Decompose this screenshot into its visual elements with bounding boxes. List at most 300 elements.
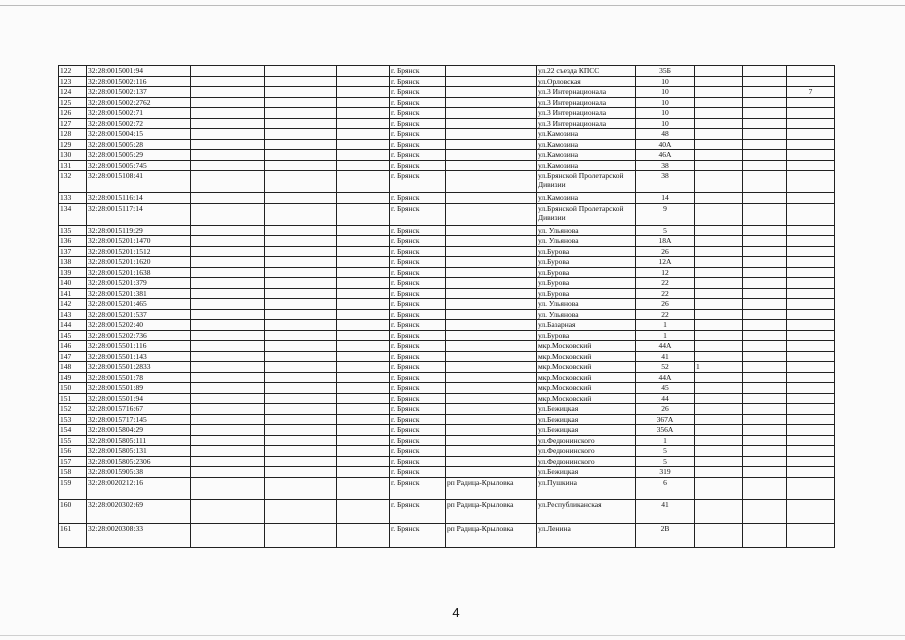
last-cell — [787, 414, 835, 425]
street-cell: ул.Бежицкая — [537, 467, 636, 478]
extra-cell — [695, 160, 743, 171]
house-number: 5 — [636, 446, 695, 457]
street-cell: ул.3 Интернационала — [537, 118, 636, 129]
table-row — [59, 435, 835, 446]
locality-cell — [446, 236, 537, 247]
row-number: 140 — [59, 278, 87, 289]
row-number: 155 — [59, 435, 87, 446]
house-number: 10 — [636, 108, 695, 119]
empty-cell — [743, 66, 787, 77]
empty-cell — [743, 456, 787, 467]
cadastral-number: 32:28:0015202:40 — [87, 320, 191, 331]
last-cell — [787, 129, 835, 140]
city-cell: г. Брянск — [390, 467, 446, 478]
extra-cell — [695, 404, 743, 415]
cadastral-number: 32:28:0015201:1638 — [87, 267, 191, 278]
extra-cell — [695, 288, 743, 299]
table-row — [59, 330, 835, 341]
extra-cell — [695, 393, 743, 404]
empty-cell — [265, 404, 337, 415]
row-number: 143 — [59, 309, 87, 320]
empty-cell — [743, 404, 787, 415]
table-row — [59, 446, 835, 457]
table-body — [59, 66, 835, 548]
empty-cell — [743, 330, 787, 341]
locality-cell — [446, 76, 537, 87]
house-number: 18А — [636, 236, 695, 247]
street-cell: мкр.Московский — [537, 383, 636, 394]
last-cell — [787, 477, 835, 499]
cadastral-number: 32:28:0015201:381 — [87, 288, 191, 299]
table-row — [59, 87, 835, 98]
cadastral-number: 32:28:0015201:537 — [87, 309, 191, 320]
cadastral-number: 32:28:0015119:29 — [87, 225, 191, 236]
city-cell: г. Брянск — [390, 404, 446, 415]
cadastral-number: 32:28:0020212:16 — [87, 477, 191, 499]
empty-cell — [191, 171, 265, 193]
house-number: 48 — [636, 129, 695, 140]
empty-cell — [191, 435, 265, 446]
locality-cell — [446, 267, 537, 278]
empty-cell — [191, 320, 265, 331]
empty-cell — [743, 225, 787, 236]
empty-cell — [265, 330, 337, 341]
house-number: 52 — [636, 362, 695, 373]
empty-cell — [743, 236, 787, 247]
empty-cell — [265, 288, 337, 299]
cadastral-number: 32:28:0015001:94 — [87, 66, 191, 77]
empty-cell — [337, 76, 390, 87]
empty-cell — [337, 456, 390, 467]
empty-cell — [743, 129, 787, 140]
empty-cell — [191, 383, 265, 394]
cadastral-number: 32:28:0015201:1470 — [87, 236, 191, 247]
empty-cell — [191, 267, 265, 278]
last-cell — [787, 225, 835, 236]
empty-cell — [337, 299, 390, 310]
page-top-edge — [0, 5, 905, 6]
table-row — [59, 108, 835, 119]
last-cell — [787, 446, 835, 457]
locality-cell — [446, 160, 537, 171]
empty-cell — [337, 523, 390, 547]
empty-cell — [337, 139, 390, 150]
empty-cell — [743, 523, 787, 547]
house-number: 40А — [636, 139, 695, 150]
city-cell: г. Брянск — [390, 129, 446, 140]
empty-cell — [743, 341, 787, 352]
extra-cell — [695, 477, 743, 499]
house-number: 44А — [636, 341, 695, 352]
empty-cell — [743, 118, 787, 129]
cadastral-number: 32:28:0015201:1620 — [87, 257, 191, 268]
empty-cell — [337, 404, 390, 415]
empty-cell — [743, 257, 787, 268]
city-cell: г. Брянск — [390, 108, 446, 119]
cadastral-number: 32:28:0015201:379 — [87, 278, 191, 289]
cadastral-number: 32:28:0015202:736 — [87, 330, 191, 341]
house-number: 41 — [636, 499, 695, 523]
street-cell: ул.Бежицкая — [537, 414, 636, 425]
city-cell: г. Брянск — [390, 393, 446, 404]
last-cell — [787, 257, 835, 268]
empty-cell — [265, 299, 337, 310]
empty-cell — [337, 236, 390, 247]
empty-cell — [191, 330, 265, 341]
street-cell: ул.3 Интернационала — [537, 87, 636, 98]
empty-cell — [265, 97, 337, 108]
row-number: 133 — [59, 193, 87, 204]
street-cell: ул.Бурова — [537, 330, 636, 341]
empty-cell — [191, 341, 265, 352]
table-row — [59, 118, 835, 129]
empty-cell — [743, 351, 787, 362]
house-number: 46А — [636, 150, 695, 161]
extra-cell — [695, 499, 743, 523]
table-row — [59, 246, 835, 257]
house-number: 10 — [636, 97, 695, 108]
empty-cell — [191, 278, 265, 289]
last-cell — [787, 425, 835, 436]
empty-cell — [743, 477, 787, 499]
empty-cell — [265, 76, 337, 87]
empty-cell — [191, 129, 265, 140]
last-cell — [787, 288, 835, 299]
empty-cell — [191, 499, 265, 523]
empty-cell — [337, 87, 390, 98]
empty-cell — [337, 267, 390, 278]
locality-cell — [446, 309, 537, 320]
row-number: 154 — [59, 425, 87, 436]
empty-cell — [743, 299, 787, 310]
empty-cell — [265, 309, 337, 320]
last-cell — [787, 341, 835, 352]
street-cell: ул.Бежицкая — [537, 404, 636, 415]
extra-cell — [695, 150, 743, 161]
empty-cell — [337, 330, 390, 341]
empty-cell — [191, 414, 265, 425]
last-cell — [787, 320, 835, 331]
street-cell: ул.Брянской Пролетарской Дивизии — [537, 203, 636, 225]
table-row — [59, 97, 835, 108]
locality-cell — [446, 66, 537, 77]
empty-cell — [743, 467, 787, 478]
empty-cell — [265, 257, 337, 268]
scan-edge-line — [0, 635, 905, 636]
house-number: 9 — [636, 203, 695, 225]
empty-cell — [191, 139, 265, 150]
locality-cell — [446, 372, 537, 383]
locality-cell — [446, 341, 537, 352]
extra-cell — [695, 435, 743, 446]
house-number: 10 — [636, 87, 695, 98]
city-cell: г. Брянск — [390, 330, 446, 341]
row-number: 157 — [59, 456, 87, 467]
empty-cell — [743, 425, 787, 436]
street-cell: мкр.Московский — [537, 341, 636, 352]
empty-cell — [265, 446, 337, 457]
empty-cell — [191, 203, 265, 225]
row-number: 153 — [59, 414, 87, 425]
last-cell — [787, 351, 835, 362]
empty-cell — [265, 467, 337, 478]
table-row — [59, 499, 835, 523]
row-number: 149 — [59, 372, 87, 383]
row-number: 130 — [59, 150, 87, 161]
city-cell: г. Брянск — [390, 278, 446, 289]
last-cell — [787, 267, 835, 278]
row-number: 152 — [59, 404, 87, 415]
empty-cell — [337, 477, 390, 499]
empty-cell — [743, 362, 787, 373]
last-cell — [787, 236, 835, 247]
table-row — [59, 467, 835, 478]
locality-cell — [446, 383, 537, 394]
table-row — [59, 150, 835, 161]
cadastral-number: 32:28:0015201:465 — [87, 299, 191, 310]
cadastral-number: 32:28:0015501:116 — [87, 341, 191, 352]
city-cell: г. Брянск — [390, 362, 446, 373]
empty-cell — [265, 425, 337, 436]
extra-cell — [695, 193, 743, 204]
table-row — [59, 160, 835, 171]
empty-cell — [191, 425, 265, 436]
extra-cell — [695, 87, 743, 98]
cadastral-number: 32:28:0015005:745 — [87, 160, 191, 171]
empty-cell — [265, 362, 337, 373]
extra-cell — [695, 203, 743, 225]
street-cell: ул.Камозина — [537, 150, 636, 161]
last-cell — [787, 108, 835, 119]
extra-cell — [695, 330, 743, 341]
street-cell: ул.Бурова — [537, 257, 636, 268]
locality-cell — [446, 203, 537, 225]
empty-cell — [191, 150, 265, 161]
locality-cell — [446, 446, 537, 457]
city-cell: г. Брянск — [390, 383, 446, 394]
cadastral-number: 32:28:0015116:14 — [87, 193, 191, 204]
last-cell — [787, 330, 835, 341]
house-number: 1 — [636, 320, 695, 331]
extra-cell — [695, 225, 743, 236]
street-cell: мкр.Московский — [537, 362, 636, 373]
empty-cell — [265, 414, 337, 425]
cadastral-number: 32:28:0015002:71 — [87, 108, 191, 119]
city-cell: г. Брянск — [390, 299, 446, 310]
table-row — [59, 76, 835, 87]
street-cell: мкр.Московский — [537, 351, 636, 362]
empty-cell — [191, 160, 265, 171]
city-cell: г. Брянск — [390, 193, 446, 204]
street-cell: ул.Федюнинского — [537, 435, 636, 446]
empty-cell — [337, 97, 390, 108]
cadastral-number: 32:28:0015805:111 — [87, 435, 191, 446]
row-number: 135 — [59, 225, 87, 236]
extra-cell — [695, 76, 743, 87]
house-number: 41 — [636, 351, 695, 362]
city-cell: г. Брянск — [390, 203, 446, 225]
cadastral-number: 32:28:0015716:67 — [87, 404, 191, 415]
empty-cell — [337, 288, 390, 299]
empty-cell — [337, 425, 390, 436]
empty-cell — [337, 446, 390, 457]
house-number: 367А — [636, 414, 695, 425]
empty-cell — [743, 76, 787, 87]
city-cell: г. Брянск — [390, 76, 446, 87]
house-number: 22 — [636, 309, 695, 320]
street-cell: ул.Бурова — [537, 246, 636, 257]
locality-cell — [446, 257, 537, 268]
empty-cell — [265, 267, 337, 278]
cadastral-table — [58, 65, 835, 548]
locality-cell — [446, 299, 537, 310]
empty-cell — [337, 351, 390, 362]
row-number: 129 — [59, 139, 87, 150]
table-row — [59, 129, 835, 140]
city-cell: г. Брянск — [390, 225, 446, 236]
last-cell — [787, 309, 835, 320]
table-row — [59, 393, 835, 404]
empty-cell — [265, 456, 337, 467]
empty-cell — [265, 499, 337, 523]
empty-cell — [265, 351, 337, 362]
row-number: 146 — [59, 341, 87, 352]
city-cell: г. Брянск — [390, 523, 446, 547]
empty-cell — [337, 341, 390, 352]
empty-cell — [265, 160, 337, 171]
empty-cell — [265, 108, 337, 119]
last-cell — [787, 523, 835, 547]
table-row — [59, 299, 835, 310]
empty-cell — [265, 278, 337, 289]
empty-cell — [191, 257, 265, 268]
city-cell: г. Брянск — [390, 372, 446, 383]
street-cell: ул.Камозина — [537, 193, 636, 204]
table-row — [59, 278, 835, 289]
extra-cell — [695, 309, 743, 320]
empty-cell — [265, 393, 337, 404]
empty-cell — [265, 87, 337, 98]
locality-cell — [446, 393, 537, 404]
house-number: 14 — [636, 193, 695, 204]
empty-cell — [743, 414, 787, 425]
last-cell — [787, 97, 835, 108]
row-number: 139 — [59, 267, 87, 278]
street-cell: мкр.Московский — [537, 372, 636, 383]
empty-cell — [337, 150, 390, 161]
empty-cell — [337, 171, 390, 193]
city-cell: г. Брянск — [390, 267, 446, 278]
locality-cell — [446, 139, 537, 150]
empty-cell — [337, 499, 390, 523]
locality-cell — [446, 87, 537, 98]
empty-cell — [337, 160, 390, 171]
extra-cell — [695, 139, 743, 150]
cadastral-number: 32:28:0015805:2306 — [87, 456, 191, 467]
last-cell — [787, 76, 835, 87]
locality-cell — [446, 351, 537, 362]
house-number: 1 — [636, 435, 695, 446]
empty-cell — [265, 139, 337, 150]
extra-cell — [695, 108, 743, 119]
house-number: 1 — [636, 330, 695, 341]
empty-cell — [191, 193, 265, 204]
locality-cell — [446, 414, 537, 425]
table-row — [59, 456, 835, 467]
house-number: 10 — [636, 118, 695, 129]
last-cell — [787, 139, 835, 150]
empty-cell — [265, 203, 337, 225]
street-cell: мкр.Московский — [537, 393, 636, 404]
house-number: 10 — [636, 76, 695, 87]
cadastral-number: 32:28:0015002:72 — [87, 118, 191, 129]
row-number: 127 — [59, 118, 87, 129]
empty-cell — [743, 278, 787, 289]
row-number: 161 — [59, 523, 87, 547]
row-number: 159 — [59, 477, 87, 499]
extra-cell — [695, 66, 743, 77]
last-cell — [787, 393, 835, 404]
house-number: 38 — [636, 160, 695, 171]
extra-cell — [695, 383, 743, 394]
street-cell: ул.Брянской Пролетарской Дивизии — [537, 171, 636, 193]
city-cell: г. Брянск — [390, 456, 446, 467]
last-cell — [787, 150, 835, 161]
empty-cell — [191, 393, 265, 404]
empty-cell — [191, 246, 265, 257]
extra-cell — [695, 97, 743, 108]
extra-cell — [695, 278, 743, 289]
city-cell: г. Брянск — [390, 160, 446, 171]
city-cell: г. Брянск — [390, 341, 446, 352]
empty-cell — [265, 236, 337, 247]
cadastral-number: 32:28:0015804:29 — [87, 425, 191, 436]
house-number: 22 — [636, 288, 695, 299]
empty-cell — [191, 372, 265, 383]
house-number: 26 — [636, 246, 695, 257]
last-cell — [787, 203, 835, 225]
city-cell: г. Брянск — [390, 66, 446, 77]
row-number: 126 — [59, 108, 87, 119]
last-cell — [787, 299, 835, 310]
last-cell — [787, 456, 835, 467]
row-number: 132 — [59, 171, 87, 193]
street-cell: ул. Ульянова — [537, 225, 636, 236]
empty-cell — [265, 193, 337, 204]
empty-cell — [743, 160, 787, 171]
table-row — [59, 341, 835, 352]
city-cell: г. Брянск — [390, 446, 446, 457]
empty-cell — [743, 108, 787, 119]
table-row — [59, 351, 835, 362]
house-number: 6 — [636, 477, 695, 499]
empty-cell — [265, 435, 337, 446]
house-number: 2В — [636, 523, 695, 547]
street-cell: ул.Базарная — [537, 320, 636, 331]
locality-cell — [446, 278, 537, 289]
table-row — [59, 193, 835, 204]
empty-cell — [337, 66, 390, 77]
house-number: 35Б — [636, 66, 695, 77]
row-number: 147 — [59, 351, 87, 362]
table-row — [59, 383, 835, 394]
empty-cell — [743, 383, 787, 394]
street-cell: ул.Федюнинского — [537, 446, 636, 457]
empty-cell — [191, 446, 265, 457]
empty-cell — [743, 393, 787, 404]
locality-cell — [446, 288, 537, 299]
extra-cell — [695, 456, 743, 467]
